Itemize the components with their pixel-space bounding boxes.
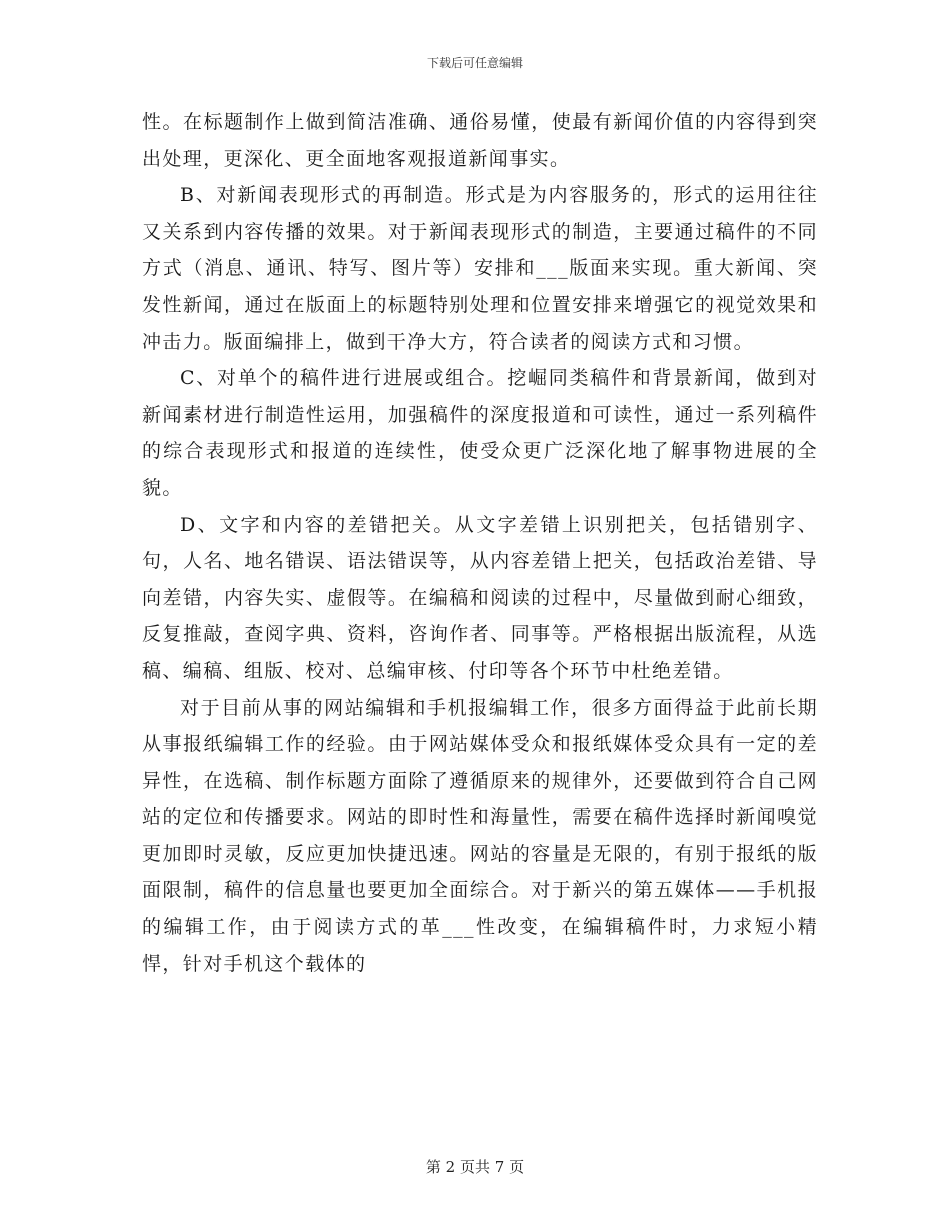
document-body (142, 104, 818, 982)
page-number: 第 2 页共 7 页 (425, 1158, 525, 1176)
paragraph-b: B、对新闻表现形式的再制造。形式是为内容服务的，形式的运用往往又关系到内容传播的效果。对于新闻表现形式的制造，主要通过稿件的不同方式（消息、通讯、特写、图片等）安排和___版面来实现。重大新闻、突发性新闻，通过在版面上的标题特别处理和位置安排来增强它的视觉效果和冲击力。版面编排上，做到干净大方，符合读者的阅读方式和习惯。 (142, 184, 818, 353)
paragraph-c: C、对单个的稿件进行进展或组合。挖崛同类稿件和背景新闻，做到对新闻素材进行制造性运用，加强稿件的深度报道和可读性，通过一系列稿件的综合表现形式和报道的连续性，使受众更广泛深化地了解事物进展的全貌。 (142, 367, 818, 499)
paragraph-website-editing: 对于目前从事的网站编辑和手机报编辑工作，很多方面得益于此前长期从事报纸编辑工作的经验。由于网站媒体受众和报纸媒体受众具有一定的差异性，在选稿、制作标题方面除了遵循原来的规律外，还要做到符合自己网站的定位和传播要求。网站的即时性和海量性，需要在稿件选择时新闻嗅觉更加即时灵敏，反应更加快捷迅速。网站的容量是无限的，有别于报纸的版面限制，稿件的信息量也要更加全面综合。对于新兴的第五媒体——手机报的编辑工作，由于阅读方式的革___性改变，在编辑稿件时，力求短小精悍，针对手机这个载体的 (142, 696, 818, 975)
page-header: 下载后可任意编辑 (426, 56, 523, 70)
paragraph-continuation: 性。在标题制作上做到简洁准确、通俗易懂，使最有新闻价值的内容得到突出处理，更深化、更全面地客观报道新闻事实。 (142, 111, 818, 170)
paragraph-d: D、文字和内容的差错把关。从文字差错上识别把关，包括错别字、句，人名、地名错误、语法错误等，从内容差错上把关，包括政治差错、导向差错，内容失实、虚假等。在编稿和阅读的过程中，尽量做到耐心细致，反复推敲，查阅字典、资料，咨询作者、同事等。严格根据出版流程，从选稿、编稿、组版、校对、总编审核、付印等各个环节中杜绝差错。 (142, 513, 818, 682)
